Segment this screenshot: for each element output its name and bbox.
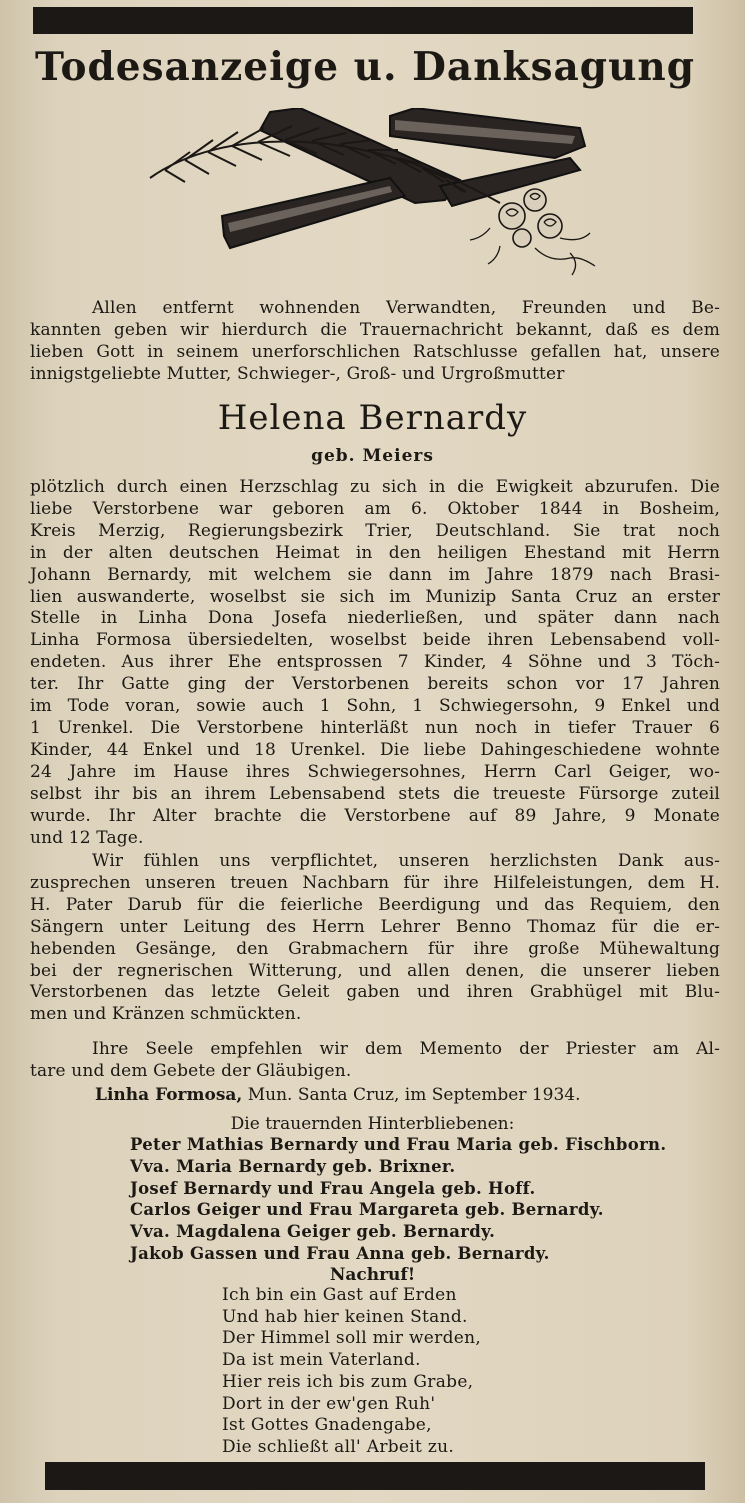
cross-palm-frond-roses-icon <box>140 108 610 283</box>
thanks-line: H. Pater Darub für die feierliche Beerdigung und das Requiem, den <box>30 894 720 915</box>
body-line: wurde. Ihr Alter brachte die Verstorbene auf 89 Jahre, 9 Monate <box>30 805 720 826</box>
intro-line: innigstgeliebte Mutter, Schwieger-, Groß- und Urgroßmutter <box>30 363 565 384</box>
body-line: Johann Bernardy, mit welchem sie dann im Jahre 1879 nach Brasi- <box>30 564 720 585</box>
prayer-line: Ihre Seele empfehlen wir dem Memento der Priester am Al- <box>92 1039 720 1059</box>
body-line: liebe Verstorbene war geboren am 6. Oktober 1844 in Bosheim, <box>30 498 720 519</box>
thanks-line: hebenden Gesänge, den Grabmachern für ihre große Mühewaltung <box>30 938 720 959</box>
body-line: 1 Urenkel. Die Verstorbene hinterläßt nun noch in tiefer Trauer 6 <box>30 717 720 738</box>
dateline-place: Linha Formosa, <box>95 1085 243 1105</box>
deceased-maiden-name: geb. Meiers <box>311 446 434 466</box>
body-line: ter. Ihr Gatte ging der Verstorbenen bereits schon vor 17 Jahren <box>30 674 720 695</box>
intro-line: Allen entfernt wohnenden Verwandten, Freunden und Be- <box>92 298 720 318</box>
thanks-line: Sängern unter Leitung des Herrn Lehrer Benno Thomaz für die er- <box>30 916 720 937</box>
body-line: selbst ihr bis an ihrem Lebensabend stets die treueste Fürsorge zuteil <box>30 783 720 804</box>
poem-line: Der Himmel soll mir werden, <box>222 1328 482 1349</box>
body-line: in der alten deutschen Heimat in den heiligen Ehestand mit Herrn <box>30 542 720 563</box>
poem-line: Da ist mein Vaterland. <box>222 1350 421 1371</box>
prayer-paragraph <box>30 1039 720 1083</box>
thanks-line: men und Kränzen schmückten. <box>30 1004 302 1025</box>
body-line: Stelle in Linha Dona Josefa niederließen, und später dann nach <box>30 608 720 629</box>
body-line: endeten. Aus ihrer Ehe entsprossen 7 Kinder, 4 Söhne und 3 Töch- <box>30 652 720 673</box>
mourner-name: Vva. Magdalena Geiger geb. Bernardy. <box>130 1222 496 1242</box>
biography-paragraph <box>30 477 720 849</box>
notice-title: Todesanzeige u. Danksagung <box>34 44 696 90</box>
thanks-paragraph <box>30 851 720 1026</box>
mourner-name: Peter Mathias Bernardy und Frau Maria geb. Fischborn. <box>130 1135 667 1154</box>
thanks-line: Verstorbenen das letzte Geleit gaben und ihren Grabhügel mit Blu- <box>30 982 720 1003</box>
thanks-line: zusprechen unseren treuen Nachbarn für ihre Hilfeleistungen, dem H. <box>30 872 720 893</box>
body-line: 24 Jahre im Hause ihres Schwiegersohnes, Herrn Carl Geiger, wo- <box>30 761 720 782</box>
body-line: lien auswanderte, woselbst sie sich im Munizip Santa Cruz an erster <box>30 586 720 607</box>
poem-line: Und hab hier keinen Stand. <box>222 1306 468 1327</box>
body-line: Kreis Merzig, Regierungsbezirk Trier, Deutschland. Sie trat noch <box>30 520 720 541</box>
top-rule <box>33 7 693 34</box>
deceased-name: Helena Bernardy <box>217 398 528 438</box>
intro-paragraph <box>30 298 720 386</box>
intro-line: kannten geben wir hierdurch die Trauernachricht bekannt, daß es dem <box>30 319 720 340</box>
poem-line: Die schließt all' Arbeit zu. <box>222 1436 455 1457</box>
mourner-name: Vva. Maria Bernardy geb. Brixner. <box>130 1156 456 1176</box>
thanks-line: Wir fühlen uns verpflichtet, unseren herzlichsten Dank aus- <box>92 851 720 871</box>
thanks-line: bei der regnerischen Witterung, und allen denen, die unserer lieben <box>30 960 720 981</box>
mourner-name: Carlos Geiger und Frau Margareta geb. Bernardy. <box>130 1200 604 1220</box>
poem-line: Ist Gottes Gnadengabe, <box>222 1415 432 1436</box>
mourners-list <box>130 1134 730 1265</box>
poem-line: Hier reis ich bis zum Grabe, <box>222 1371 474 1392</box>
prayer-line: tare und dem Gebete der Gläubigen. <box>30 1060 352 1081</box>
intro-line: lieben Gott in seinem unerforschlichen Ratschlusse gefallen hat, unsere <box>30 341 720 362</box>
body-line: im Tode voran, sowie auch 1 Sohn, 1 Schwiegersohn, 9 Enkel und <box>30 696 720 717</box>
bottom-rule <box>45 1462 705 1490</box>
body-line: Kinder, 44 Enkel und 18 Urenkel. Die liebe Dahingeschiedene wohnte <box>30 739 720 760</box>
mourners-heading: Die trauernden Hinterbliebenen: <box>230 1114 515 1134</box>
poem-line: Dort in der ew'gen Ruh' <box>222 1393 436 1414</box>
body-line: plötzlich durch einen Herzschlag zu sich in die Ewigkeit abzurufen. Die <box>30 477 720 497</box>
mourner-name: Josef Bernardy und Frau Angela geb. Hoff. <box>130 1178 536 1198</box>
body-line: Linha Formosa übersiedelten, woselbst beide ihren Lebensabend voll- <box>30 630 720 651</box>
mourner-name: Jakob Gassen und Frau Anna geb. Bernardy. <box>130 1243 550 1263</box>
body-line: und 12 Tage. <box>30 827 144 848</box>
place-date-line <box>95 1084 581 1106</box>
nachruf-heading: Nachruf! <box>329 1265 416 1285</box>
nachruf-poem <box>222 1285 481 1459</box>
poem-line: Ich bin ein Gast auf Erden <box>222 1285 457 1305</box>
dateline-rest: Mun. Santa Cruz, im September 1934. <box>247 1085 581 1105</box>
